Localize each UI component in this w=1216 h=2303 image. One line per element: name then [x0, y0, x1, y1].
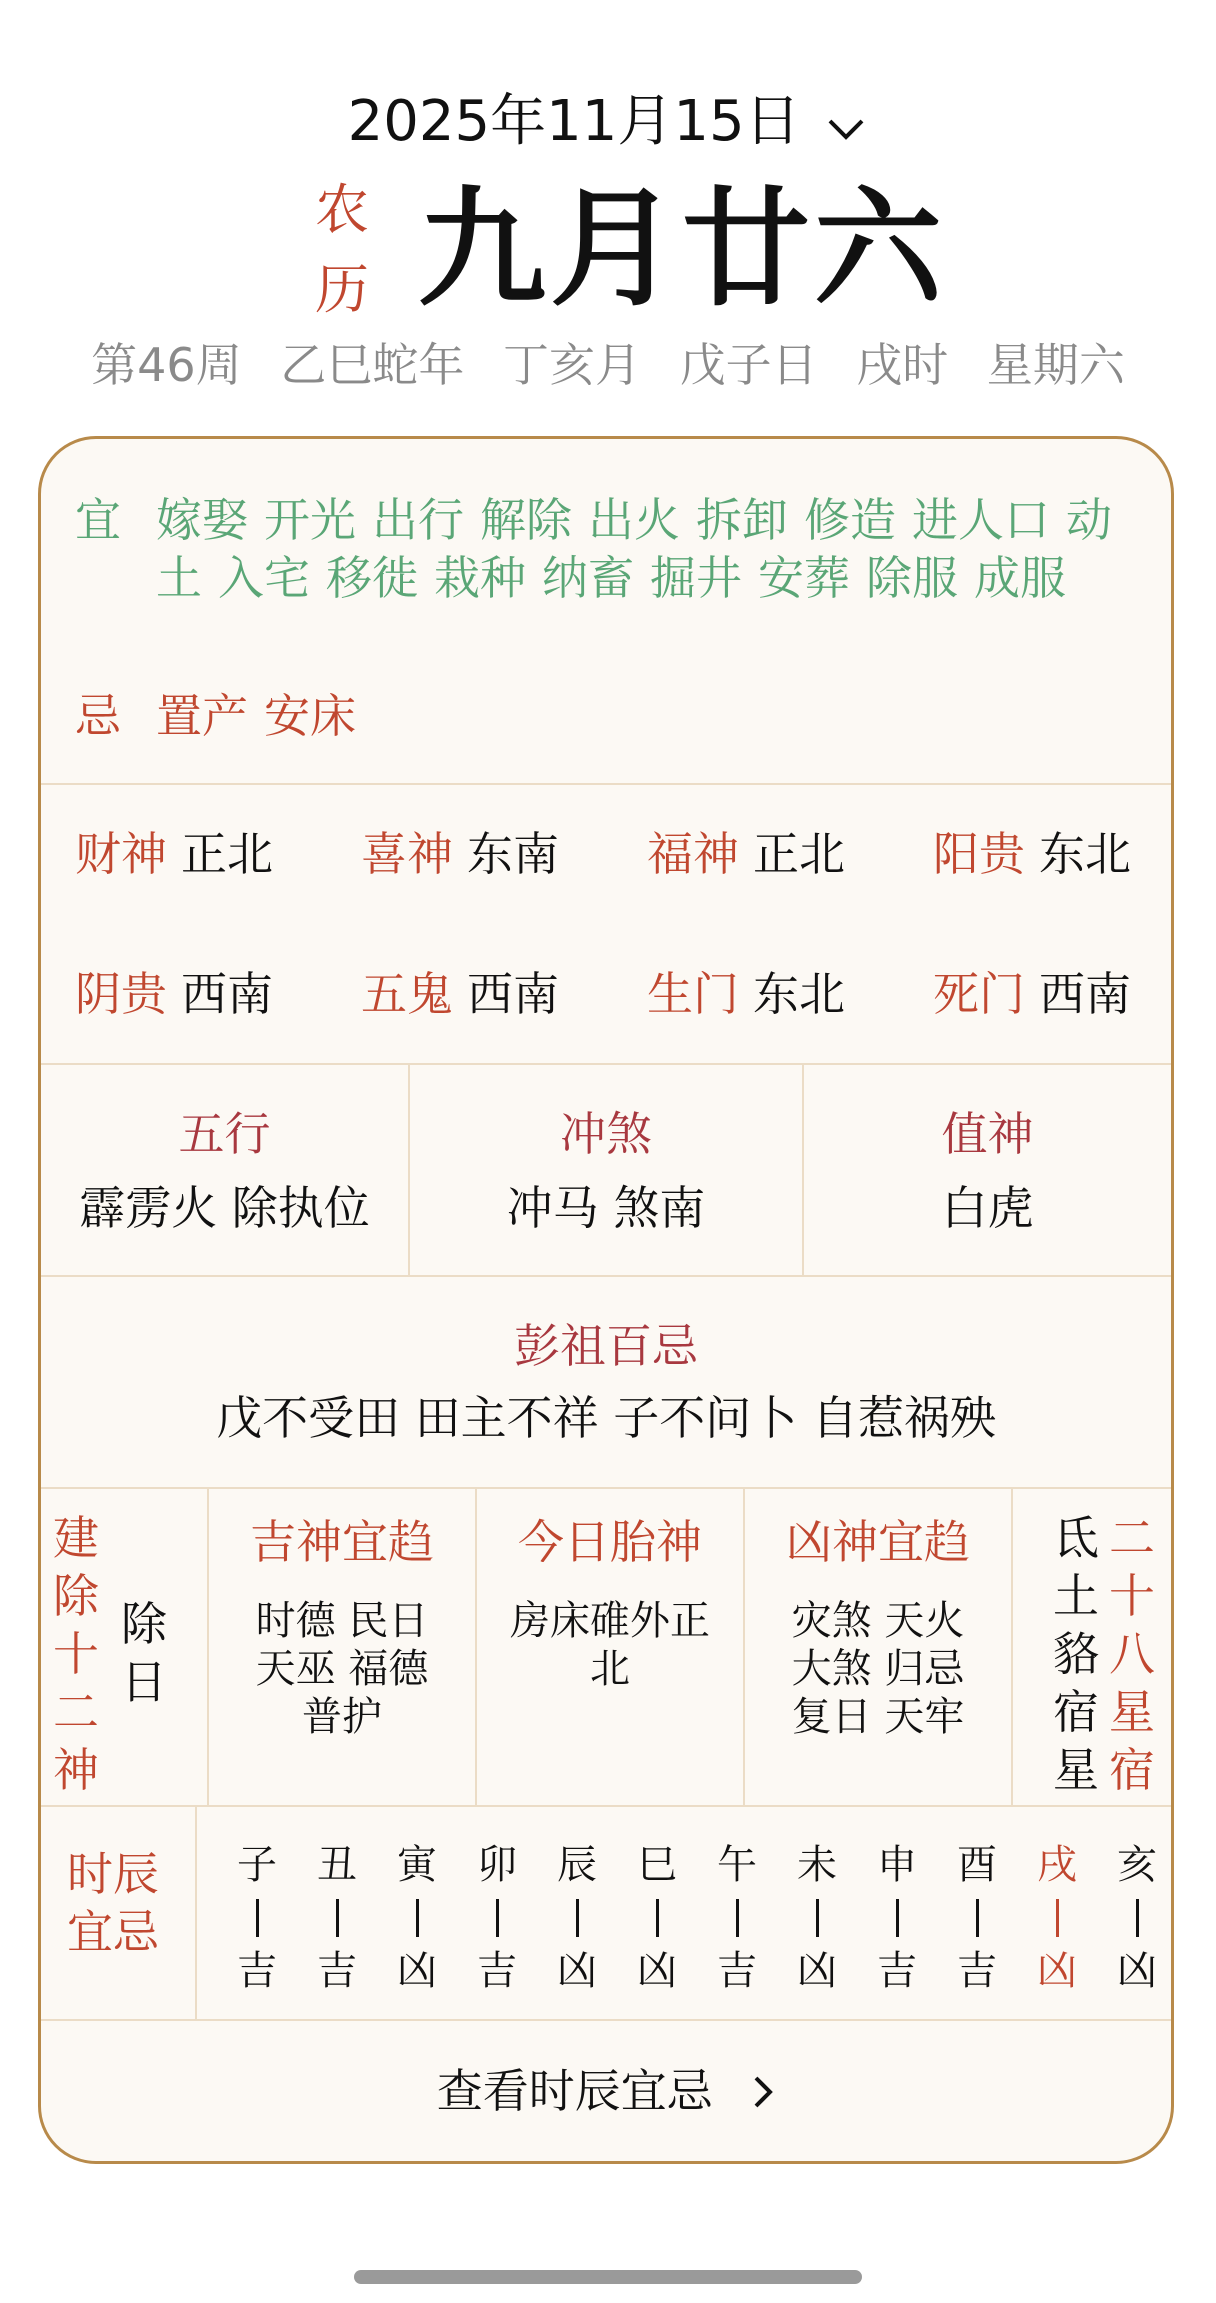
zhishen-title: 值神: [941, 1107, 1034, 1161]
xiongshen-line: 大煞 归忌: [791, 1646, 965, 1692]
god-direction: [75, 965, 345, 1023]
god-dir: 东南: [467, 827, 559, 881]
xiu-value-char: 星: [1053, 1743, 1099, 1797]
hour-zhi: 巳: [637, 1842, 677, 1888]
jianchu-label: [51, 1509, 101, 1799]
chevron-right-icon: [751, 2025, 775, 2165]
xiu-label-char: 十: [1109, 1569, 1155, 1623]
god-direction: [361, 825, 631, 883]
xiu-value: [1051, 1509, 1101, 1799]
yi-item: 除服: [866, 551, 958, 605]
yi-list: [156, 491, 1156, 607]
jishen-title: 吉神宜趋: [250, 1515, 434, 1569]
hour-item: [389, 1835, 445, 2001]
hour-zhi: 酉: [957, 1842, 997, 1888]
hour-zhi: 卯: [477, 1842, 517, 1888]
hour-item: [629, 1835, 685, 2001]
hour-divider: [976, 1899, 979, 1937]
hour-divider: [576, 1899, 579, 1937]
lunar-tag: [310, 170, 374, 330]
yi-item: 修造: [804, 493, 896, 547]
god-direction: [933, 825, 1174, 883]
xiongshen-title: 凶神宜趋: [786, 1515, 970, 1569]
god-name: 财神: [75, 827, 167, 881]
day-ganzhi: 戊子日: [679, 338, 818, 392]
view-shichen-label: 查看时辰宜忌: [436, 2064, 713, 2118]
hour-zhi: 丑: [317, 1842, 357, 1888]
weekday: 星期六: [986, 338, 1125, 392]
xiu-label-char: 八: [1109, 1627, 1155, 1681]
divider: [195, 1807, 197, 2019]
hour-result: 凶: [1117, 1948, 1157, 1994]
hour-item: [1029, 1835, 1085, 2001]
yi-item: 嫁娶: [156, 493, 248, 547]
xiu-label-char: 二: [1109, 1511, 1155, 1565]
taishen-body: [477, 1597, 743, 1693]
xiu-value-char: 土: [1053, 1569, 1099, 1623]
yi-item: 纳畜: [542, 551, 634, 605]
taishen-title: 今日胎神: [518, 1515, 702, 1569]
yi-ji-section: [41, 439, 1171, 785]
hour-item: [469, 1835, 525, 2001]
chongsha-title: 冲煞: [560, 1107, 652, 1161]
wuxing-title: 五行: [178, 1107, 271, 1161]
god-dir: 西南: [1039, 967, 1131, 1021]
jianchu-char: 建: [53, 1511, 99, 1565]
pengzu-title: 彭祖百忌: [514, 1319, 698, 1373]
hour-result: 吉: [877, 1948, 917, 1994]
hour-item: [229, 1835, 285, 2001]
hour-divider: [1056, 1899, 1059, 1937]
god-name: 阳贵: [933, 827, 1025, 881]
yi-item: 栽种: [434, 551, 526, 605]
hour-zhi: 亥: [1117, 1842, 1157, 1888]
yi-item: 出行: [372, 493, 464, 547]
taishen-line: 房床碓外正: [510, 1598, 710, 1644]
yi-item: 掘井: [650, 551, 742, 605]
god-dir: 西南: [467, 967, 559, 1021]
god-dir: 正北: [753, 827, 845, 881]
yi-item: 入宅: [218, 551, 310, 605]
hour-result: 凶: [397, 1948, 437, 1994]
yi-item: 解除: [480, 493, 572, 547]
hour-result: 吉: [957, 1948, 997, 1994]
chevron-down-icon: [824, 85, 868, 165]
yi-item: 拆卸: [696, 493, 788, 547]
shichen-label-line: 时辰: [67, 1847, 159, 1901]
hour-zhi: 午: [717, 1842, 757, 1888]
jianchu-char: 二: [53, 1685, 99, 1739]
lunar-tag-char: 历: [315, 258, 369, 321]
hour-item: [789, 1835, 845, 2001]
taishen-line: 北: [590, 1646, 630, 1692]
jianchu-char: 十: [53, 1627, 99, 1681]
yi-item: 进人口: [912, 493, 1050, 547]
hour-item: [949, 1835, 1005, 2001]
view-shichen-button[interactable]: [41, 2021, 1171, 2164]
divider: [1011, 1489, 1013, 1805]
hour-result: 吉: [237, 1948, 277, 1994]
god-direction: [647, 825, 917, 883]
god-dir: 东北: [753, 967, 845, 1021]
god-name: 阴贵: [75, 967, 167, 1021]
god-name: 生门: [647, 967, 739, 1021]
yi-item: 安葬: [758, 551, 850, 605]
shen-section: [41, 1489, 1171, 1807]
hour-item: [869, 1835, 925, 2001]
jianchu-value: [119, 1595, 169, 1711]
xiu-label-char: 宿: [1109, 1743, 1155, 1797]
hour-result: 吉: [717, 1948, 757, 1994]
xiu-label: [1107, 1509, 1157, 1799]
lunar-tag-char: 农: [315, 178, 369, 241]
shichen-hours: [229, 1835, 1169, 1994]
chongsha-cell: [410, 1065, 802, 1275]
hour-result: 吉: [317, 1948, 357, 1994]
ji-item: 置产: [156, 689, 248, 743]
jianchu-value-char: 日: [121, 1655, 167, 1709]
hour-result: 凶: [797, 1948, 837, 1994]
wuxing-chongsha-zhishen-section: [41, 1065, 1171, 1277]
god-dir: 东北: [1039, 827, 1131, 881]
hour-divider: [256, 1899, 259, 1937]
jianchu-value-char: 除: [121, 1597, 167, 1651]
hour-zhi: 子: [237, 1842, 277, 1888]
zhishen-cell: [804, 1065, 1171, 1275]
ji-item: 安床: [264, 689, 356, 743]
god-direction: [933, 965, 1174, 1023]
hour-item: [1109, 1835, 1165, 2001]
god-name: 死门: [933, 967, 1025, 1021]
hour-item: [309, 1835, 365, 2001]
view-shichen-section: [41, 2021, 1171, 2164]
jishen-line: 天巫 福德: [255, 1646, 429, 1692]
god-dir: 正北: [181, 827, 273, 881]
god-name: 福神: [647, 827, 739, 881]
hour-divider: [816, 1899, 819, 1937]
hour-result: 凶: [637, 1948, 677, 1994]
god-direction: [361, 965, 631, 1023]
jianchu-char: 神: [53, 1743, 99, 1797]
date-text: 2025年11月15日: [347, 89, 801, 154]
xiongshen-line: 灾煞 天火: [791, 1598, 965, 1644]
yi-item: 成服: [974, 551, 1066, 605]
yi-item: 动土: [156, 493, 1112, 605]
ji-label: 忌: [75, 689, 121, 743]
god-name: 喜神: [361, 827, 453, 881]
hour-divider: [336, 1899, 339, 1937]
date-info: [0, 330, 1216, 400]
god-direction: [647, 965, 917, 1023]
xiu-value-char: 貉: [1053, 1627, 1099, 1681]
hour-result: 凶: [1037, 1948, 1077, 1994]
chongsha-value: 冲马 煞南: [506, 1181, 706, 1235]
jianchu-char: 除: [53, 1569, 99, 1623]
shichen-section: [41, 1807, 1171, 2021]
xiongshen-body: [745, 1597, 1011, 1741]
hour-divider: [496, 1899, 499, 1937]
yi-item: 开光: [264, 493, 356, 547]
hour-zhi: 寅: [397, 1842, 437, 1888]
hour-zhi: 未: [797, 1842, 837, 1888]
pengzu-text: 戊不受田 田主不祥 子不问卜 自惹祸殃: [216, 1391, 996, 1445]
hour-zhi: 申: [877, 1842, 917, 1888]
year-ganzhi: 乙巳蛇年: [280, 338, 465, 392]
jishen-line: 时德 民日: [255, 1598, 429, 1644]
shichen-label-line: 宜忌: [67, 1905, 159, 1959]
xiu-value-char: 氐: [1053, 1511, 1099, 1565]
yi-label: 宜: [75, 493, 121, 547]
hour-zhi: 戌: [1037, 1842, 1077, 1888]
date-selector[interactable]: [0, 82, 1216, 162]
hour-result: 凶: [557, 1948, 597, 1994]
wuxing-cell: [41, 1065, 408, 1275]
xiu-value-char: 宿: [1053, 1685, 1099, 1739]
hour-divider: [736, 1899, 739, 1937]
hour-divider: [1136, 1899, 1139, 1937]
ji-list: [156, 687, 372, 745]
almanac-card: [38, 436, 1174, 2164]
yi-item: 出火: [588, 493, 680, 547]
hour-item: [709, 1835, 765, 2001]
xiu-label-char: 星: [1109, 1685, 1155, 1739]
zhishen-value: 白虎: [941, 1181, 1034, 1235]
jishen-line: 普护: [302, 1694, 382, 1740]
god-name: 五鬼: [361, 967, 453, 1021]
jishen-body: [209, 1597, 475, 1741]
shichen-label: [53, 1845, 173, 1961]
home-indicator[interactable]: [354, 2270, 862, 2284]
god-dir: 西南: [181, 967, 273, 1021]
hour-divider: [416, 1899, 419, 1937]
hour-ganzhi: 戌时: [856, 338, 949, 392]
yi-item: 移徙: [326, 551, 418, 605]
lunar-date-row: [0, 170, 1216, 330]
hour-zhi: 辰: [557, 1842, 597, 1888]
hour-divider: [896, 1899, 899, 1937]
hour-divider: [656, 1899, 659, 1937]
hour-item: [549, 1835, 605, 2001]
pengzu-section: [41, 1277, 1171, 1489]
xiongshen-line: 复日 天牢: [791, 1694, 965, 1740]
lunar-date: 九月廿六: [418, 175, 947, 324]
god-directions-section: [41, 785, 1171, 1065]
hour-result: 吉: [477, 1948, 517, 1994]
month-ganzhi: 丁亥月: [502, 338, 641, 392]
wuxing-value: 霹雳火 除执位: [79, 1181, 370, 1235]
god-direction: [75, 825, 345, 883]
week-number: 第46周: [91, 338, 242, 392]
